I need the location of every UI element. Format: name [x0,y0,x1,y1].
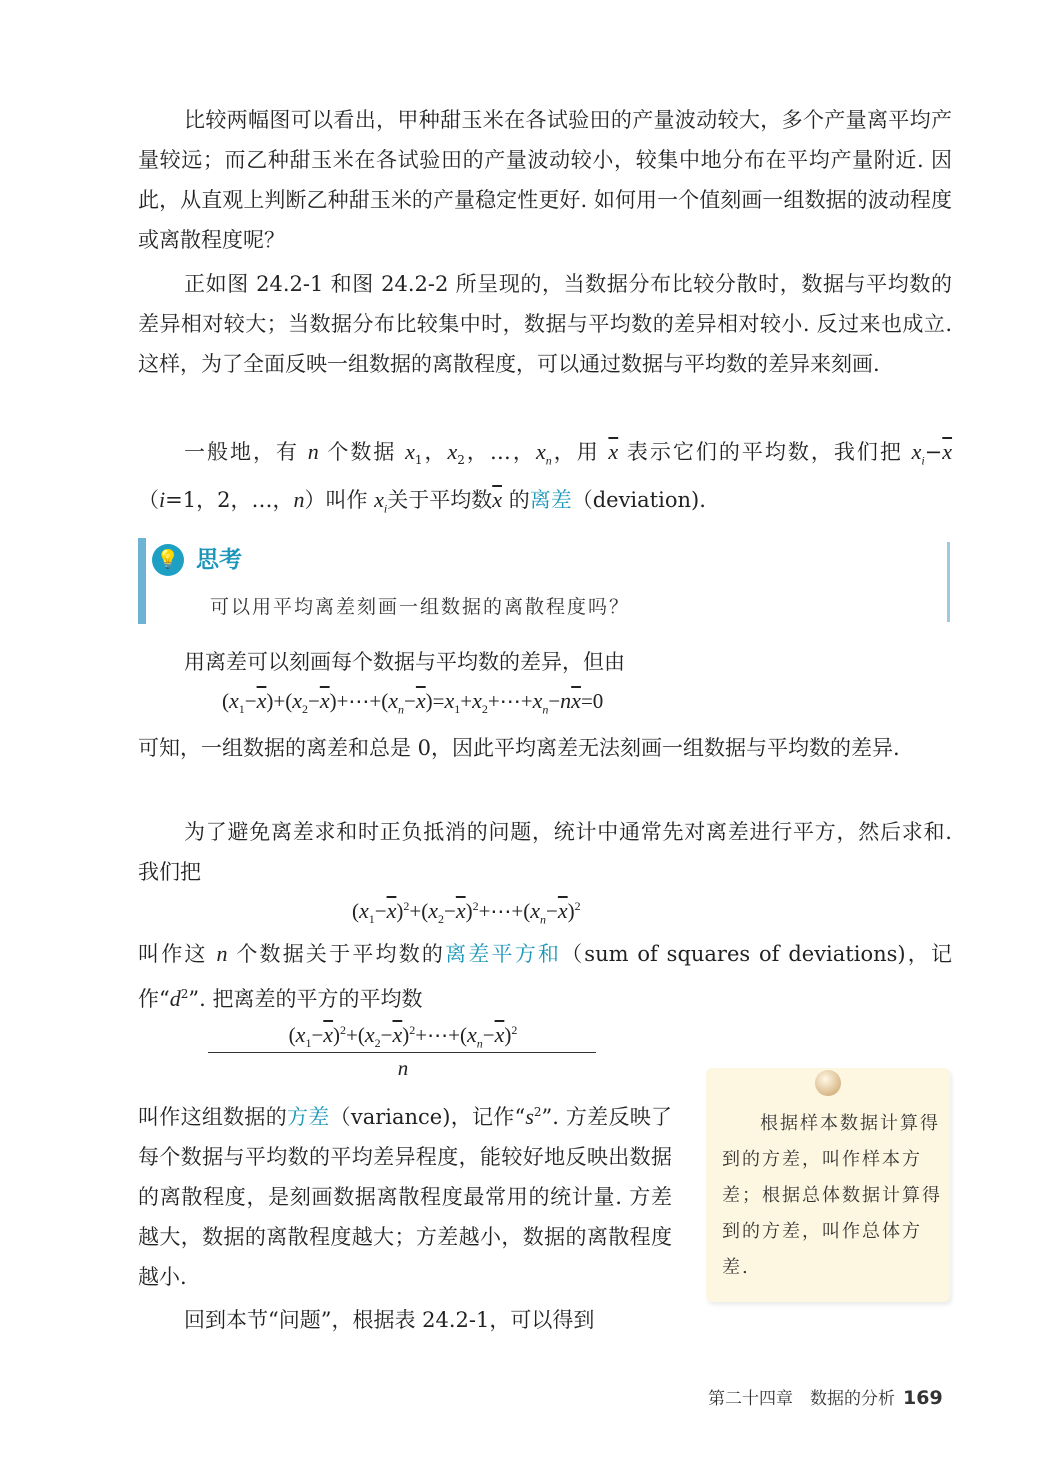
paragraph-variance-definition: 叫作这组数据的方差（variance)，记作“$s^2$”. 方差反映了每个数据与平均数的平均差异程度，能较好地反映出数据的离散程度，是刻画数据离散程度最常用的统计量. 方差越大，数据的离散程度越大；方差越小，数据的离散程度越小. [138,1104,673,1289]
pin-icon [815,1070,841,1096]
formula-variance-denominator: n [397,1056,409,1080]
term-variance: 方差 [287,1105,330,1129]
paragraph-intro: 比较两幅图可以看出，甲种甜玉米在各试验田的产量波动较大，多个产量离平均产量较远；而乙种甜玉米在各试验田的产量波动较小，较集中地分布在平均产量附近. 因此，从直观上判断乙种甜玉米的产量稳定性更好. 如何用一个值刻画一组数据的波动程度或离散程度呢？ [138,108,952,252]
paragraph-sum-of-squares-definition: 叫作这 n 个数据关于平均数的离差平方和（sum of squares of deviations)，记作“$d^2$”. 把离差的平方的平均数 [138,941,952,1011]
formula-sum-of-squares: $(x_1-\overline{x})^2+(x_2-\overline{x})^2+\cdots+(x_n-\overline{x})^2$ [352,898,581,927]
side-note-text: 根据样本数据计算得到的方差，叫作样本方差；根据总体数据计算得到的方差，叫作总体方差. [722,1113,942,1278]
think-title: 思考 [196,547,242,573]
paragraph-deviation-definition: 一般地，有 n 个数据 $x_1$，$x_2$，…，$x_n$，用 $\overline{x}$ 表示它们的平均数，我们把 $x_i-\overline{x}(i=1$，2，…，n）叫作 $x_i$关于平均数$\overline{x}$ 的离差（deviation). [138,439,953,516]
paragraph-dispersion: 正如图 24.2-1 和图 24.2-2 所呈现的，当数据分布比较分散时，数据与平均数的差异相对较大；当数据分布比较集中时，数据与平均数的差异相对较小. 反过来也成立. 这样，为了全面反映一组数据的离散程度，可以通过数据与平均数的差异来刻画. [138,272,952,376]
lightbulb-icon: 💡 [152,544,184,576]
paragraph-deviation-use: 用离差可以刻画每个数据与平均数的差异，但由 [184,650,625,674]
page-number: 169 [903,1387,943,1409]
fraction-line [208,1052,596,1053]
term-sum-of-squares: 离差平方和 [445,942,562,966]
formula-variance-numerator: $(x_1-\overline{x})^2+(x_2-\overline{x})^2+\cdots+(x_n-\overline{x})^2$ [288,1022,518,1051]
think-box-right-bar [947,542,950,622]
footer-chapter: 第二十四章 数据的分析 [708,1389,895,1409]
paragraph-deviation-sum-zero: 可知，一组数据的离差和总是 0，因此平均离差无法刻画一组数据与平均数的差异. [138,736,900,760]
paragraph-return-to-problem: 回到本节“问题”，根据表 24.2-1，可以得到 [184,1308,595,1332]
page-footer [708,1384,943,1409]
think-question: 可以用平均离差刻画一组数据的离散程度吗？ [210,596,631,618]
paragraph-square-deviations: 为了避免离差求和时正负抵消的问题，统计中通常先对离差进行平方，然后求和. 我们把 [138,820,952,884]
term-deviation: 离差 [529,488,572,513]
formula-deviation-sum: $(x_1-\overline{x})+(x_2-\overline{x})+\cdots+(x_n-\overline{x})=x_1+x_2+\cdots+x_n-n\overline{x}=0$ [222,688,604,717]
think-box-bar [138,538,146,624]
